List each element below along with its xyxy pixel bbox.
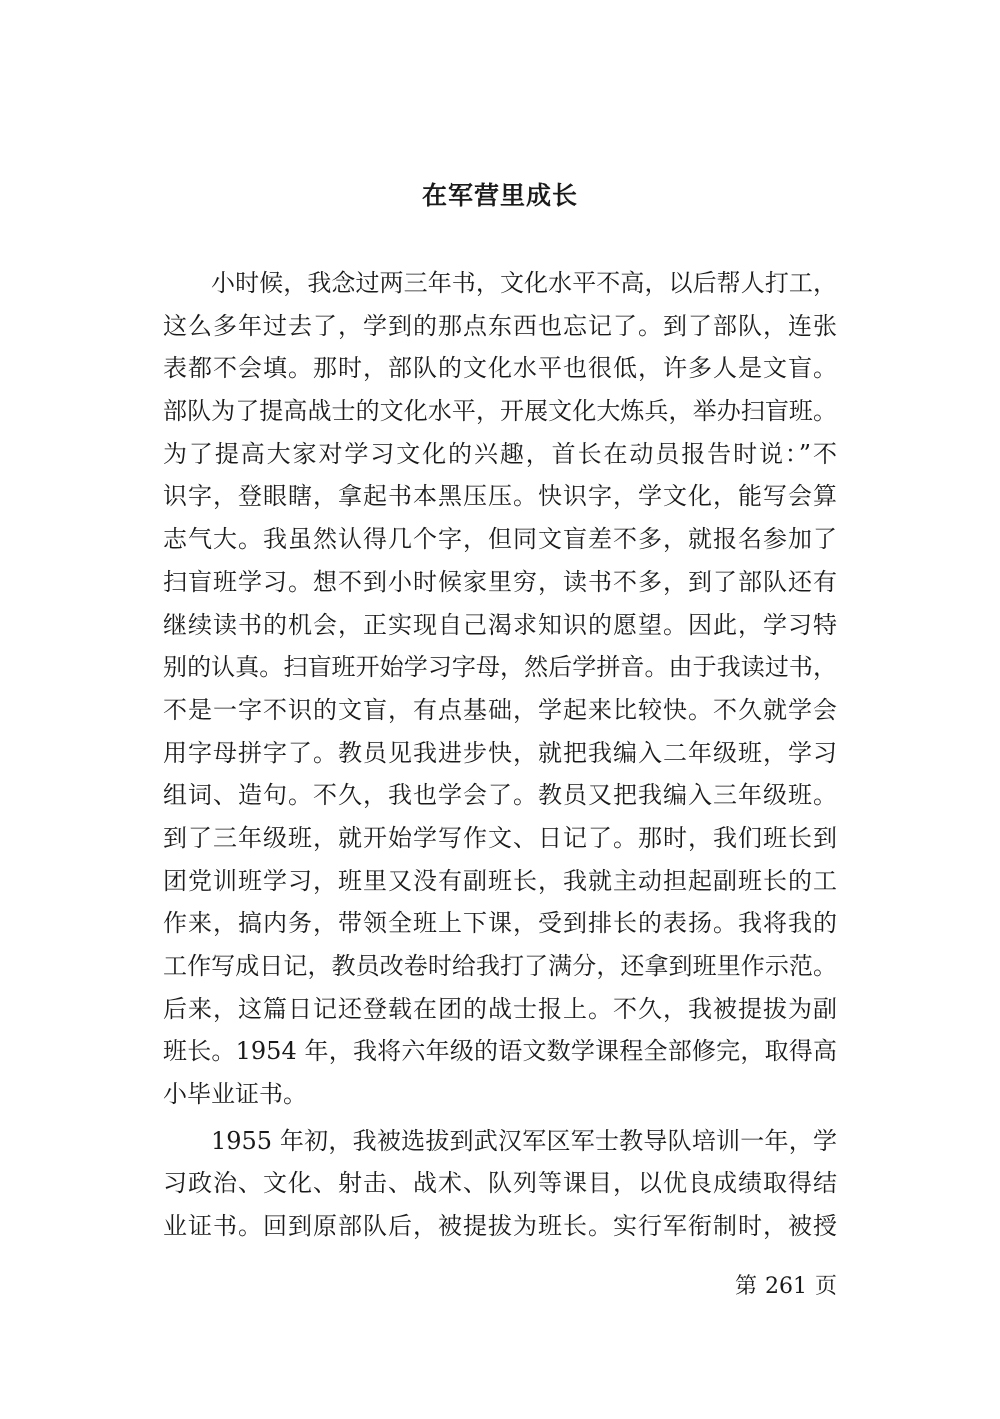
page-title: 在军营里成长 — [421, 181, 578, 210]
text-line: 表都不会填。那时，部队的文化水平也很低，许多人是文盲。 — [163, 354, 837, 383]
text-line: 扫盲班学习。想不到小时候家里穷，读书不多，到了部队还有 — [163, 567, 837, 596]
text-line: 组词、造句。不久，我也学会了。教员又把我编入三年级班。 — [163, 781, 837, 810]
text-line: 部队为了提高战士的文化水平，开展文化大炼兵，举办扫盲班。 — [163, 397, 837, 426]
text-line: 业证书。回到原部队后，被提拔为班长。实行军衔制时，被授 — [163, 1212, 837, 1241]
paragraph-1 — [163, 262, 837, 1116]
text-line: 后来，这篇日记还登载在团的战士报上。不久，我被提拔为副 — [163, 994, 837, 1023]
text-line: 志气大。我虽然认得几个字，但同文盲差不多，就报名参加了 — [163, 525, 837, 554]
text-line: 小毕业证书。 — [163, 1080, 307, 1109]
text-line: 团党训班学习，班里又没有副班长，我就主动担起副班长的工 — [163, 866, 837, 895]
page-number-suffix: 页 — [814, 1274, 837, 1299]
page-number-prefix: 第 — [734, 1274, 757, 1299]
text-line: 用字母拼字了。教员见我进步快，就把我编入二年级班，学习 — [163, 738, 837, 767]
text-line: 作来，搞内务，带领全班上下课，受到排长的表扬。我将我的 — [163, 909, 837, 938]
page-number: 261 — [764, 1274, 807, 1299]
text-line: 小时候，我念过两三年书，文化水平不高，以后帮人打工， — [211, 269, 837, 297]
text-line: 到了三年级班，就开始学写作文、日记了。那时，我们班长到 — [163, 823, 837, 852]
text-line: 别的认真。扫盲班开始学习字母，然后学拼音。由于我读过书， — [163, 653, 837, 682]
paragraph-2 — [163, 1120, 837, 1248]
text-line: 这么多年过去了，学到的那点东西也忘记了。到了部队，连张 — [163, 311, 837, 340]
text-line: 为了提高大家对学习文化的兴趣，首长在动员报告时说：”不 — [163, 439, 837, 468]
text-line: 班长。1954 年，我将六年级的语文数学课程全部修完，取得高 — [163, 1037, 837, 1066]
text-line: 识字，登眼瞎，拿起书本黑压压。快识字，学文化，能写会算 — [163, 482, 837, 511]
text-line: 1955 年初，我被选拔到武汉军区军士教导队培训一年，学 — [211, 1126, 837, 1155]
page-footer — [735, 1271, 837, 1303]
text-line: 继续读书的机会，正实现自己渴求知识的愿望。因此，学习特 — [163, 610, 837, 639]
text-line: 工作写成日记，教员改卷时给我打了满分，还拿到班里作示范。 — [163, 952, 837, 980]
text-line: 不是一字不识的文盲，有点基础，学起来比较快。不久就学会 — [163, 695, 837, 724]
text-line: 习政治、文化、射击、战术、队列等课目，以优良成绩取得结 — [163, 1169, 837, 1198]
document-body — [163, 262, 837, 1248]
